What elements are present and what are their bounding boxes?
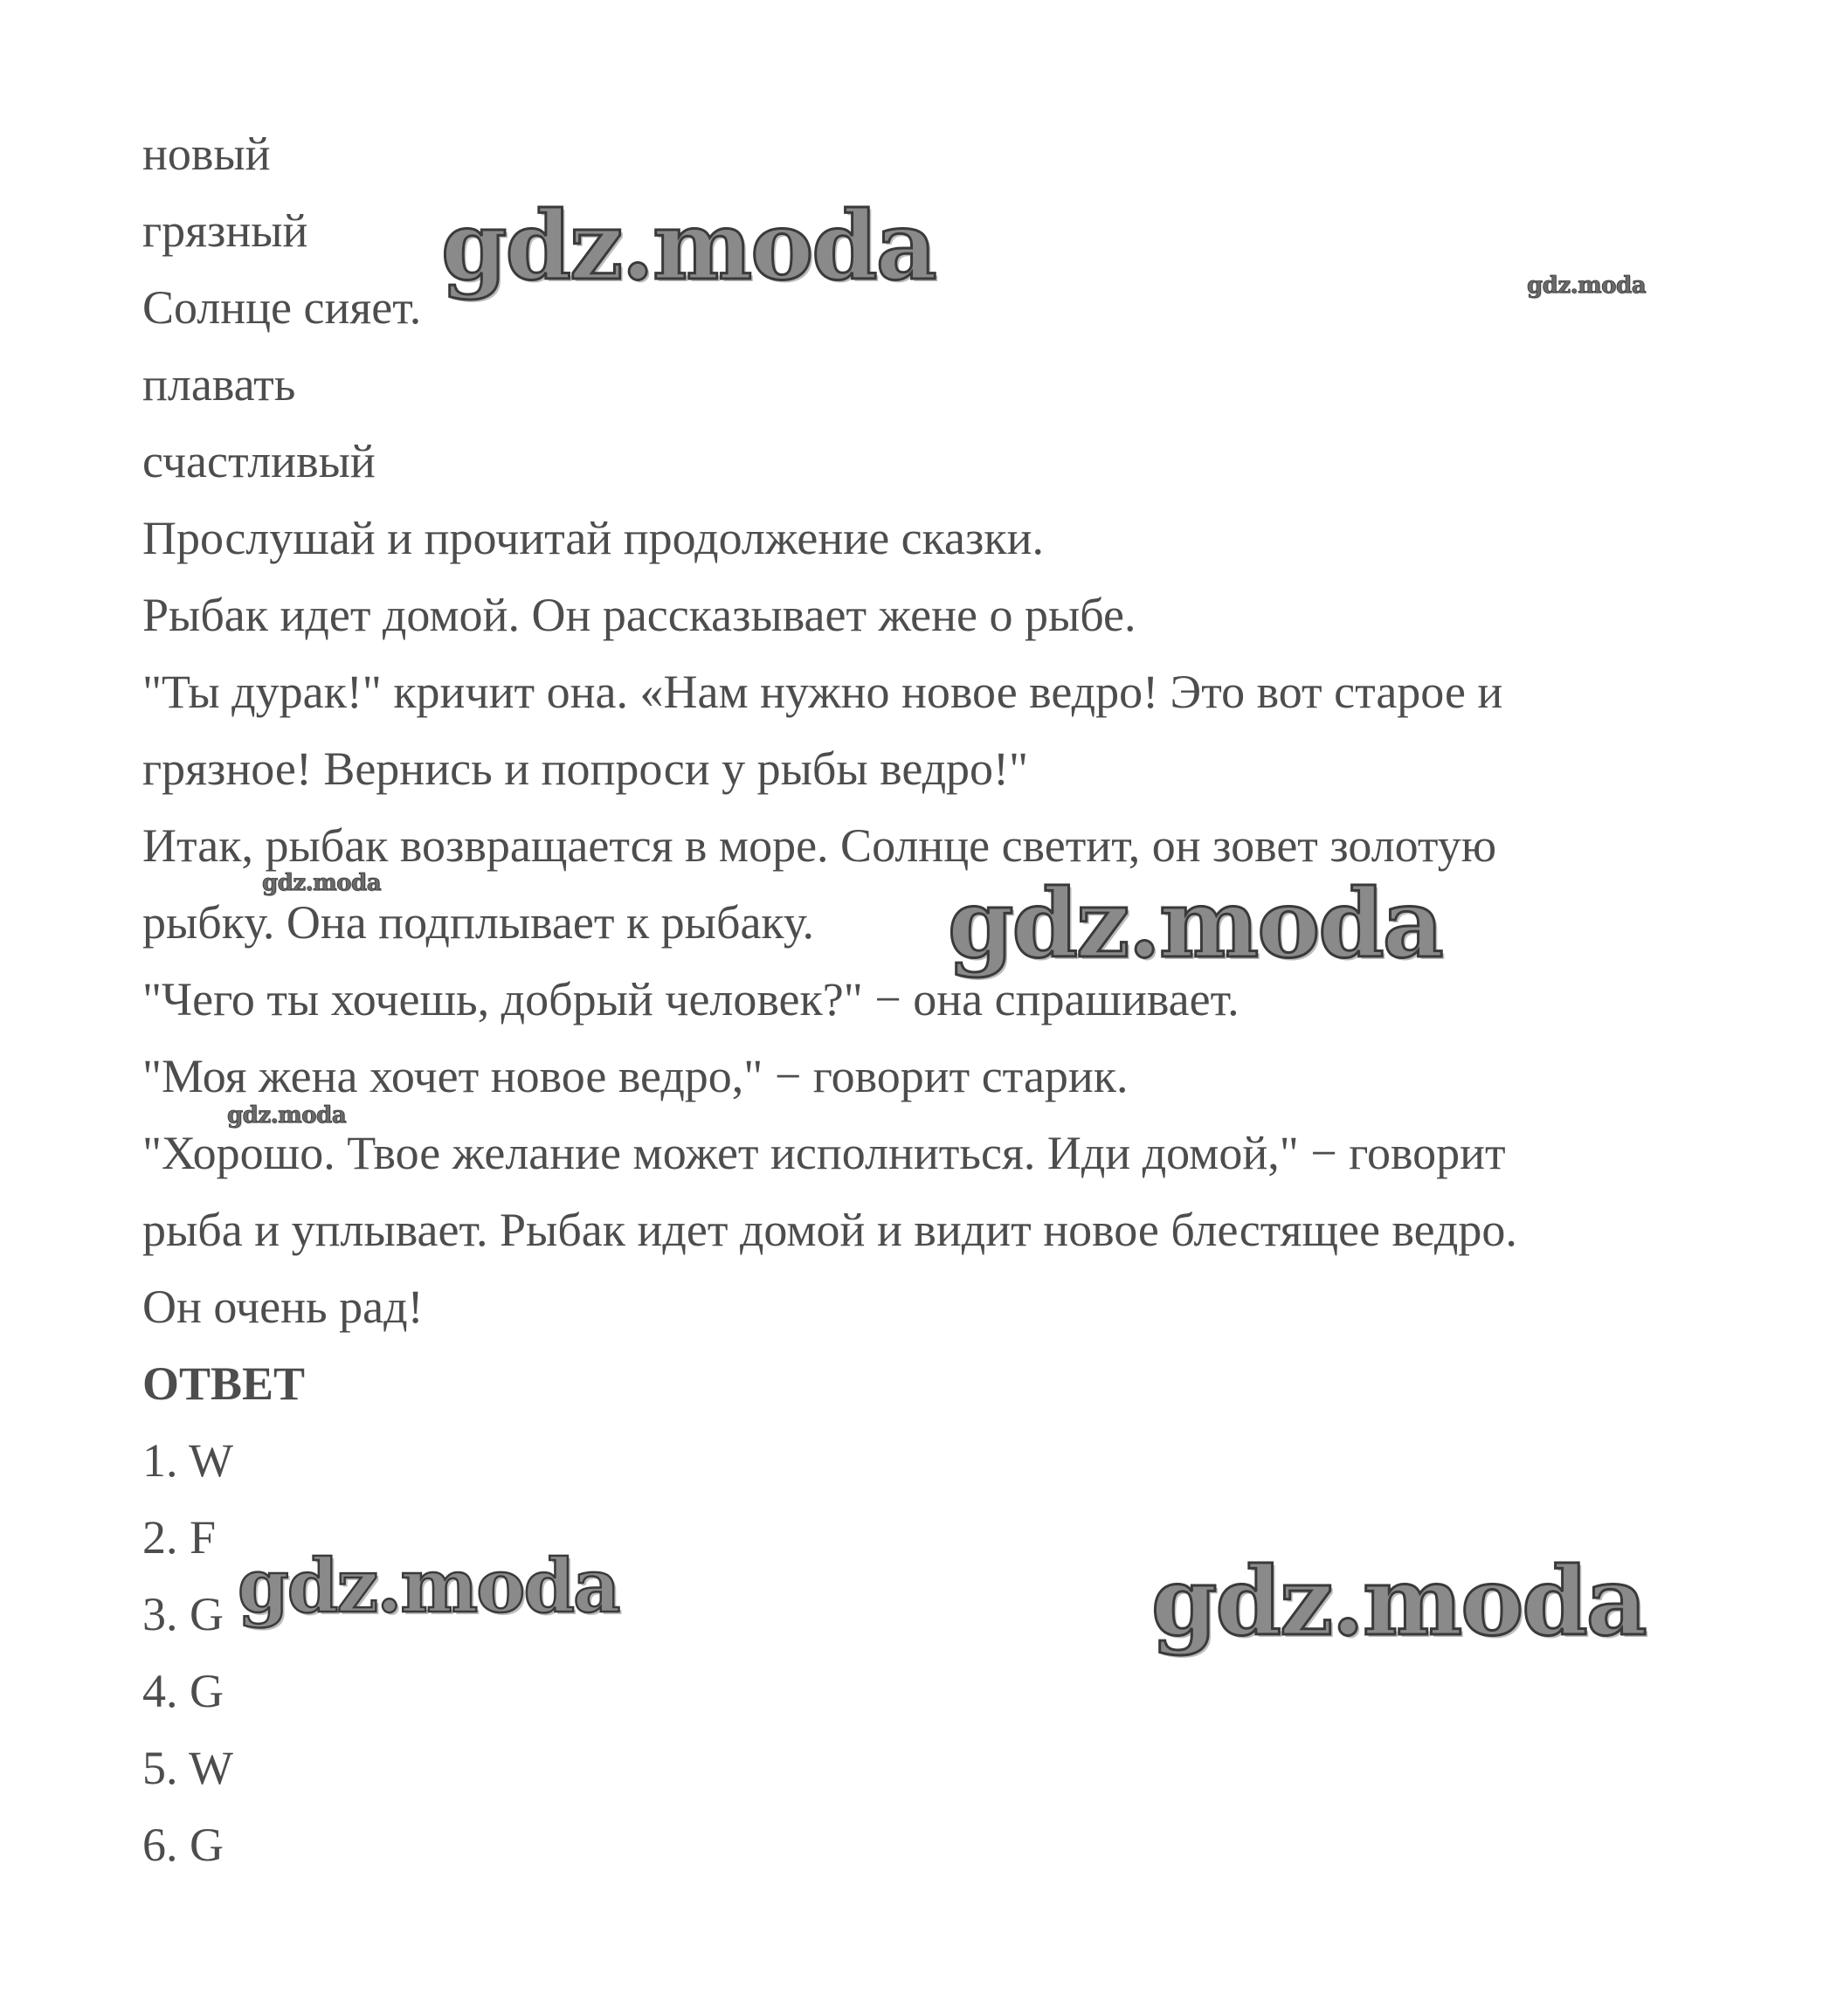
answer-heading: ОТВЕТ xyxy=(142,1357,306,1410)
watermark: gdz.moda xyxy=(1151,1547,1646,1657)
text-line: счастливый xyxy=(142,435,376,487)
watermark: gdz.moda xyxy=(227,1102,347,1129)
watermark: gdz.moda xyxy=(1527,273,1647,299)
text-line: грязное! Вернись и попроси у рыбы ведро!" xyxy=(142,742,1029,795)
watermark: gdz.moda xyxy=(238,1543,619,1629)
text-line: грязный xyxy=(142,204,308,257)
text-line: Рыбак идет домой. Он рассказывает жене о рыбе. xyxy=(142,589,1136,641)
text-line: "Ты дурак!" кричит она. «Нам нужно новое ведро! Это вот старое и xyxy=(142,666,1503,718)
answer-item: 1. W xyxy=(142,1434,233,1487)
text-line: Солнце сияет. xyxy=(142,281,422,334)
text-line: Итак, рыбак возвращается в море. Солнце светит, он зовет золотую xyxy=(142,819,1497,872)
text-line: "Чего ты хочешь, добрый человек?" − она спрашивает. xyxy=(142,973,1240,1025)
watermark: gdz.moda xyxy=(262,870,382,896)
answer-item: 6. G xyxy=(142,1819,224,1871)
answer-item: 2. F xyxy=(142,1511,217,1564)
text-line: новый xyxy=(142,128,271,180)
text-line: плавать xyxy=(142,358,296,411)
watermark: gdz.moda xyxy=(948,869,1442,979)
text-line: Прослушай и прочитай продолжение сказки. xyxy=(142,512,1044,564)
text-line: Он очень рад! xyxy=(142,1281,424,1333)
watermark: gdz.moda xyxy=(441,191,936,301)
text-line: "Хорошо. Твое желание может исполниться. Иди домой," − говорит xyxy=(142,1127,1506,1179)
text-line: рыба и уплывает. Рыбак идет домой и видит новое блестящее ведро. xyxy=(142,1204,1517,1256)
text-line: "Моя жена хочет новое ведро," − говорит старик. xyxy=(142,1050,1129,1102)
answer-item: 4. G xyxy=(142,1665,224,1717)
answer-item: 5. W xyxy=(142,1742,233,1794)
text-line: рыбку. Она подплывает к рыбаку. xyxy=(142,896,814,949)
answer-item: 3. G xyxy=(142,1588,224,1640)
